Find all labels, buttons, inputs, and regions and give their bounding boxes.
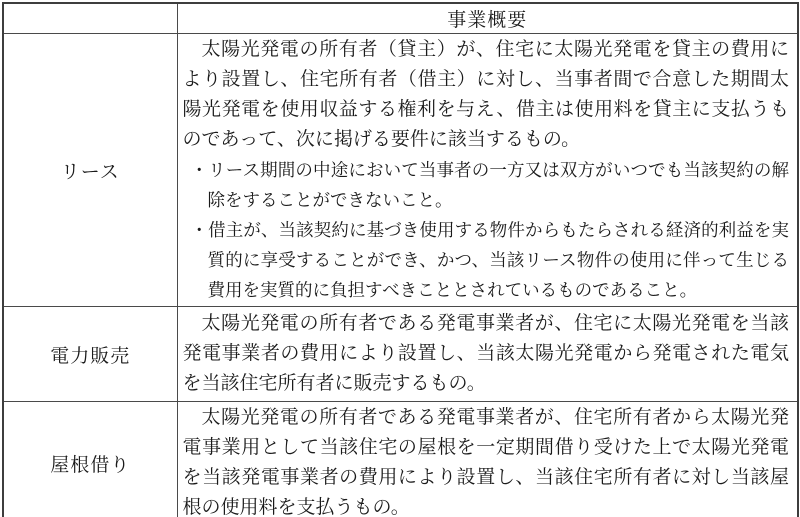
row-label-power-sales: 電力販売	[3, 307, 177, 402]
table-row-roof-rental	[3, 402, 798, 517]
row-desc-lease	[177, 34, 798, 307]
bullet-icon: ・	[190, 160, 209, 180]
business-overview-table	[2, 2, 799, 517]
header-corner-cell	[3, 3, 177, 34]
lease-description-paragraph: 太陽光発電の所有者（貸主）が、住宅に太陽光発電を貸主の費用により設置し、住宅所有者（借主）に対し、当事者間で合意した期間太陽光発電を使用収益する権利を与え、借主は使用料を貸主に支払うものであって、次に掲げる要件に該当するもの。	[182, 39, 789, 150]
table-row-power-sales	[3, 307, 798, 402]
table-header-row	[3, 3, 798, 34]
bullet-icon: ・	[190, 220, 209, 240]
lease-bullet-item	[183, 155, 790, 215]
row-desc-power-sales	[177, 307, 798, 402]
row-label-roof-rental: 屋根借り	[3, 402, 177, 517]
lease-bullet-text: リース期間の中途において当事者の一方又は双方がいつでも当該契約の解除をすることができないこと。	[207, 160, 790, 210]
roof-rental-description-paragraph: 太陽光発電の所有者である発電事業者が、住宅所有者から太陽光発電事業用として当該住宅の屋根を一定期間借り受けた上で太陽光発電を当該発電事業者の費用により設置し、当該住宅所有者に対し当該屋根の使用料を支払うもの。	[182, 407, 789, 517]
row-label-lease: リース	[3, 34, 177, 307]
lease-bullet-text: 借主が、当該契約に基づき使用する物件からもたらされる経済的利益を実質的に享受することができ、かつ、当該リース物件の使用に伴って生じる費用を実質的に負担すべきこととされているものであること。	[207, 220, 790, 300]
row-desc-roof-rental	[177, 402, 798, 517]
lease-bullet-item	[183, 215, 790, 305]
power-sales-description-paragraph: 太陽光発電の所有者である発電事業者が、住宅に太陽光発電を当該発電事業者の費用により設置し、当該太陽光発電から発電された電気を当該住宅所有者に販売するもの。	[182, 313, 789, 394]
header-overview-cell: 事業概要	[177, 3, 798, 34]
table-row-lease	[3, 34, 798, 307]
